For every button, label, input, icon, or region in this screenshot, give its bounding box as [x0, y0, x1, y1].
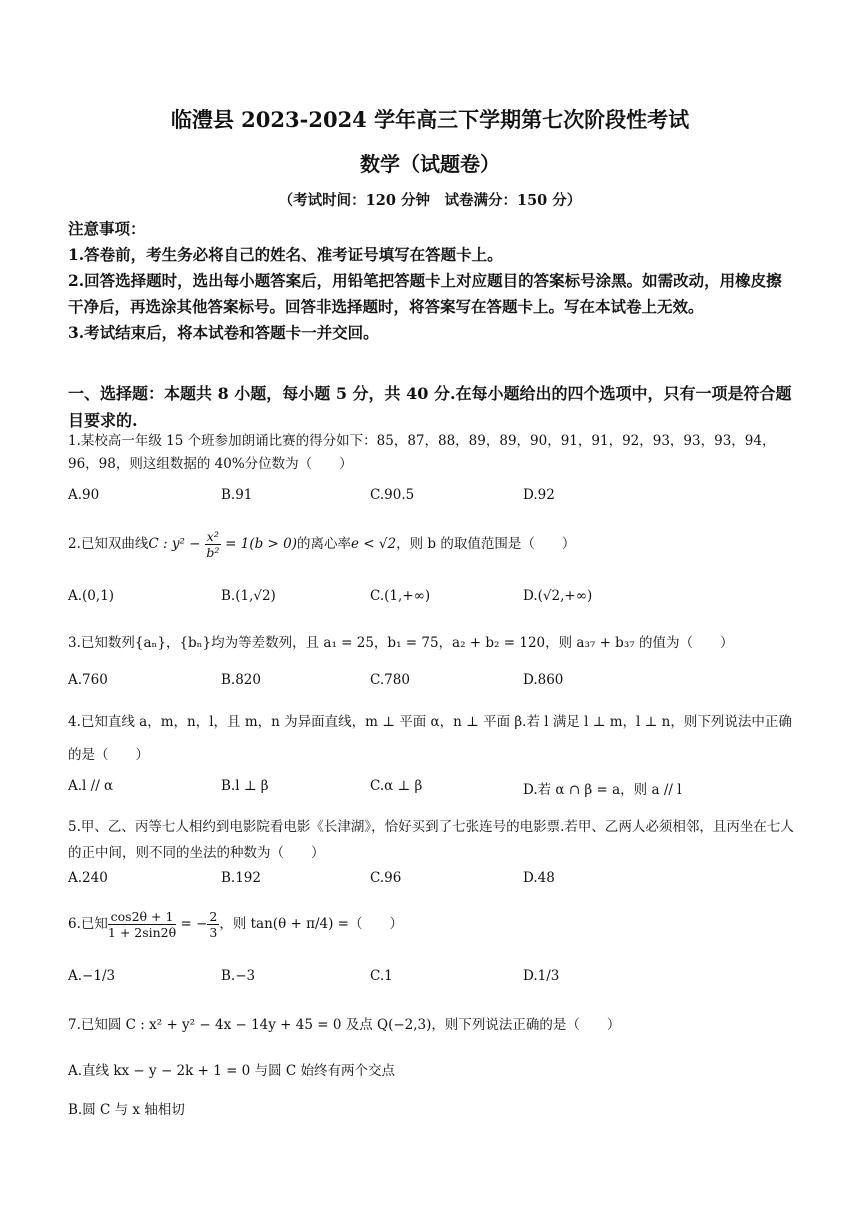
- q6-text-mid: ，则 tan(θ + π/4) =（ ）: [219, 916, 403, 932]
- q6-eq-sign: = −: [180, 916, 208, 932]
- question-6: [68, 904, 798, 944]
- q2-eccentricity: e < √2: [351, 536, 397, 552]
- q1-option-c: C.90.5: [370, 487, 415, 503]
- question-5-options: [68, 870, 798, 894]
- q3-option-c: C.780: [370, 672, 410, 688]
- q2-option-c: C.(1,+∞): [370, 588, 431, 604]
- q6-option-d: D.1/3: [523, 968, 560, 984]
- q5-option-b: B.192: [221, 870, 261, 886]
- question-4: 4.已知直线 a，m，n，l，且 m，n 为异面直线，m ⊥ 平面 α，n ⊥ 平面 β.若 l 满足 l ⊥ m，l ⊥ n，则下列说法中正确的是（ ）: [68, 714, 792, 763]
- q2-text-mid: 的离心率: [297, 536, 352, 552]
- q7-option-b: B.圆 C 与 x 轴相切: [68, 1102, 185, 1118]
- section-heading: 一、选择题：本题共 8 小题，每小题 5 分，共 40 分.在每小题给出的四个选项中，只有一项是符合题目要求的.: [68, 384, 792, 430]
- question-3: 3.已知数列{aₙ}，{bₙ}均为等差数列，且 a₁ = 25，b₁ = 75，a₂ + b₂ = 120，则 a₃₇ + b₃₇ 的值为（ ）: [68, 635, 734, 651]
- q3-option-a: A.760: [68, 672, 108, 688]
- q3-option-b: B.820: [221, 672, 261, 688]
- q2-hyperbola-equation: C : y² − $\frac{\text{x²}}{\text{b²}}$ = 1(b > 0): [148, 529, 298, 560]
- q5-option-a: A.240: [68, 870, 108, 886]
- q5-option-c: C.96: [370, 870, 402, 886]
- question-6-options: [68, 968, 798, 992]
- q2-option-d: D.(√2,+∞): [523, 588, 593, 604]
- q2-option-a: A.(0,1): [68, 588, 115, 604]
- exam-title: 临澧县 2023-2024 学年高三下学期第七次阶段性考试: [170, 107, 690, 132]
- question-5: 5.甲、乙、丙等七人相约到电影院看电影《长津湖》，恰好买到了七张连号的电影票.若甲、乙两人必须相邻，且丙坐在七人的正中间，则不同的坐法的种数为（ ）: [68, 819, 794, 861]
- question-7: 7.已知圆 C : x² + y² − 4x − 14y + 45 = 0 及点 Q(−2,3)，则下列说法正确的是（ ）: [68, 1017, 621, 1033]
- question-4-options: [68, 778, 798, 802]
- q3-option-d: D.860: [523, 672, 564, 688]
- note-item-1: 1.答卷前，考生务必将自己的姓名、准考证号填写在答题卡上。: [68, 245, 503, 264]
- note-item-3: 3.考试结束后，将本试卷和答题卡一并交回。: [68, 323, 379, 342]
- notes-block: [68, 216, 793, 346]
- question-2: [68, 525, 798, 563]
- q7-option-a: A.直线 kx − y − 2k + 1 = 0 与圆 C 始终有两个交点: [68, 1063, 395, 1079]
- q4-option-a: A.l // α: [68, 778, 114, 794]
- notes-heading: 注意事项：: [68, 219, 146, 238]
- question-1-options: [68, 487, 798, 511]
- q4-option-b: B.l ⊥ β: [221, 778, 269, 794]
- q5-option-d: D.48: [523, 870, 555, 886]
- q2-text-post: ，则 b 的取值范围是（ ）: [396, 536, 576, 552]
- q6-option-b: B.−3: [221, 968, 256, 984]
- q4-option-c: C.α ⊥ β: [370, 778, 423, 794]
- exam-subtitle: 数学（试题卷）: [360, 152, 500, 176]
- q6-option-a: A.−1/3: [68, 968, 116, 984]
- q6-equation: $\frac{\cos 2\theta + 1}{1 + 2\sin 2\theta}$ = − $\frac{2}{3}$: [107, 909, 218, 940]
- note-item-2: 2.回答选择题时，选出每小题答案后，用铅笔把答题卡上对应题目的答案标号涂黑。如需改动，用橡皮擦干净后，再选涂其他答案标号。回答非选择题时，将答案写在答题卡上。写在本试卷上无效。: [68, 271, 782, 316]
- q1-option-d: D.92: [523, 487, 555, 503]
- q6-option-c: C.1: [370, 968, 393, 984]
- q2-option-b: B.(1,√2): [221, 588, 276, 604]
- question-2-options: [68, 588, 798, 612]
- q1-option-b: B.91: [221, 487, 253, 503]
- question-3-options: [68, 672, 798, 696]
- q2-text-pre: 2.已知双曲线: [68, 536, 149, 552]
- exam-info: （考试时间：120 分钟 试卷满分：150 分）: [278, 192, 582, 209]
- q6-text-pre: 6.已知: [68, 916, 108, 932]
- q4-option-d: D.若 α ∩ β = a，则 a // l: [523, 782, 682, 798]
- q1-option-a: A.90: [68, 487, 100, 503]
- question-1: 1.某校高一年级 15 个班参加朗诵比赛的得分如下：85，87，88，89，89，90，91，91，92，93，93，93，94，96，98，则这组数据的 40%分位数为（ ）: [68, 433, 776, 472]
